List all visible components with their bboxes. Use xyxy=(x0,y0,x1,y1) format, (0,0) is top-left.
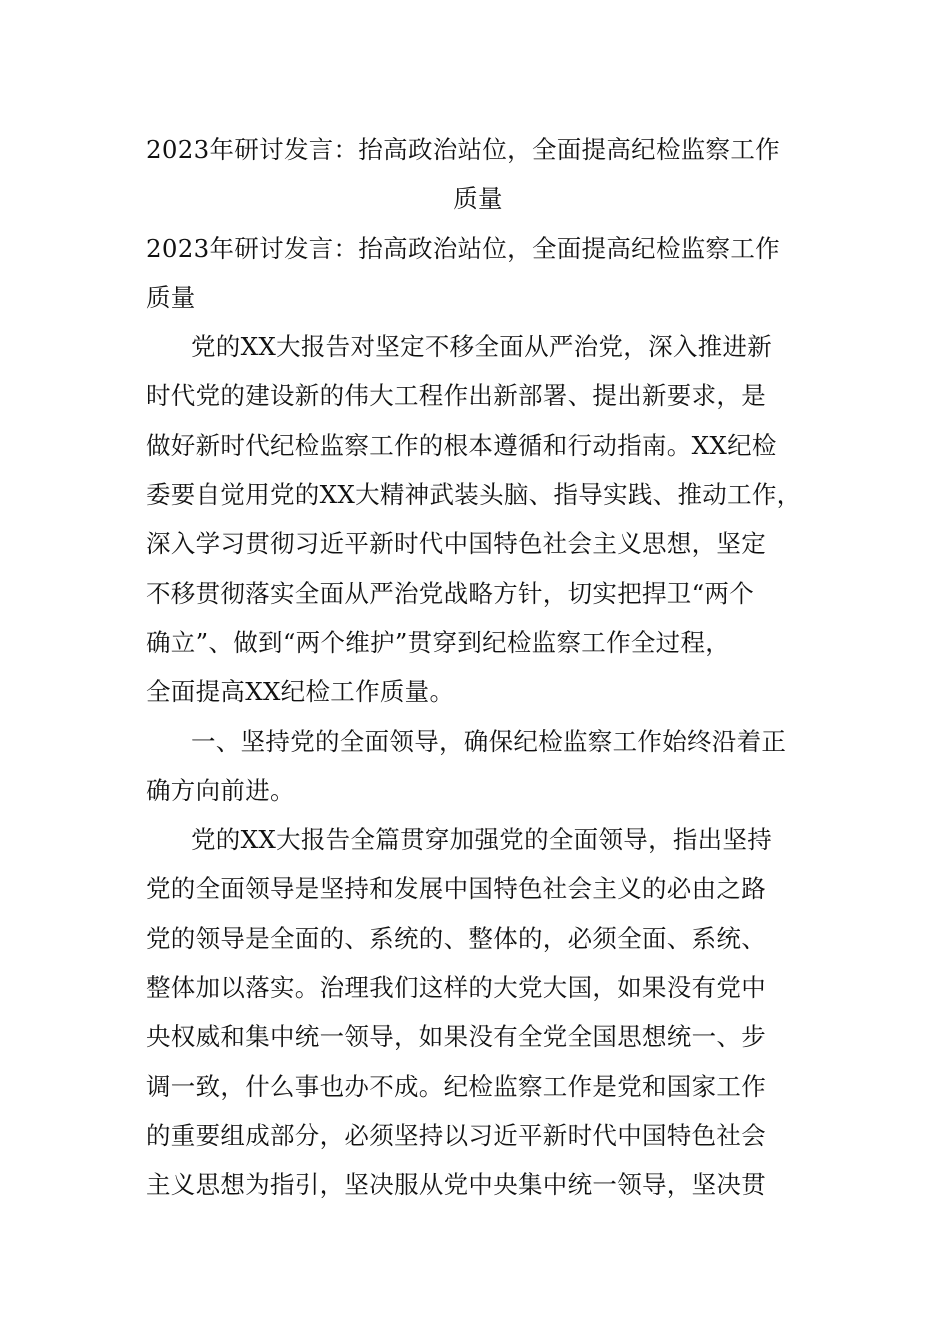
paragraph-line: 委要自觉用党的XX大精神武装头脑、指导实践、推动工作， xyxy=(146,480,802,510)
section-heading-1 xyxy=(146,717,810,816)
paragraph-line: 时代党的建设新的伟大工程作出新部署、提出新要求，是 xyxy=(146,381,766,411)
paragraph-line: 央权威和集中统一领导，如果没有全党全国思想统一、步 xyxy=(146,1022,766,1052)
paragraph-line: 确立”、做到“两个维护”贯穿到纪检监察工作全过程， xyxy=(146,627,731,657)
paragraph-line: 做好新时代纪检监察工作的根本遵循和行动指南。XX纪检 xyxy=(146,430,777,460)
paragraph-section-1 xyxy=(146,815,810,1209)
paragraph-line: 党的领导是全面的、系统的、整体的，必须全面、系统、 xyxy=(146,923,766,953)
paragraph-line: 全面提高XX纪检工作质量。 xyxy=(146,677,455,707)
paragraph-line: 不移贯彻落实全面从严治党战略方针，切实把捍卫“两个 xyxy=(146,578,755,608)
paragraph-line: 调一致，什么事也办不成。纪检监察工作是党和国家工作 xyxy=(146,1071,766,1101)
subtitle-line-2: 质量 xyxy=(146,282,196,312)
section-heading-line: 确方向前进。 xyxy=(146,775,295,805)
paragraph-line: 党的全面领导是坚持和发展中国特色社会主义的必由之路 xyxy=(146,874,766,904)
section-heading-line: 一、坚持党的全面领导，确保纪检监察工作始终沿着正 xyxy=(191,726,787,756)
paragraph-line: 主义思想为指引，坚决服从党中央集中统一领导，坚决贯 xyxy=(146,1170,766,1200)
document-body xyxy=(146,125,810,1210)
title-line-1: 2023年研讨发言：抬高政治站位，全面提高纪检监察工作 xyxy=(146,135,780,164)
paragraph-line: 整体加以落实。治理我们这样的大党大国，如果没有党中 xyxy=(146,973,766,1003)
title-line-2: 质量 xyxy=(453,184,503,214)
paragraph-line: 党的XX大报告对坚定不移全面从严治党，深入推进新 xyxy=(191,332,773,362)
paragraph-line: 党的XX大报告全篇贯穿加强党的全面领导，指出坚持 xyxy=(191,825,773,855)
document-title xyxy=(146,125,810,224)
document-subtitle xyxy=(146,224,810,323)
paragraph-intro xyxy=(146,322,810,716)
paragraph-line: 深入学习贯彻习近平新时代中国特色社会主义思想，坚定 xyxy=(146,529,766,559)
paragraph-line: 的重要组成部分，必须坚持以习近平新时代中国特色社会 xyxy=(146,1120,766,1150)
subtitle-line-1: 2023年研讨发言：抬高政治站位，全面提高纪检监察工作 xyxy=(146,233,780,263)
